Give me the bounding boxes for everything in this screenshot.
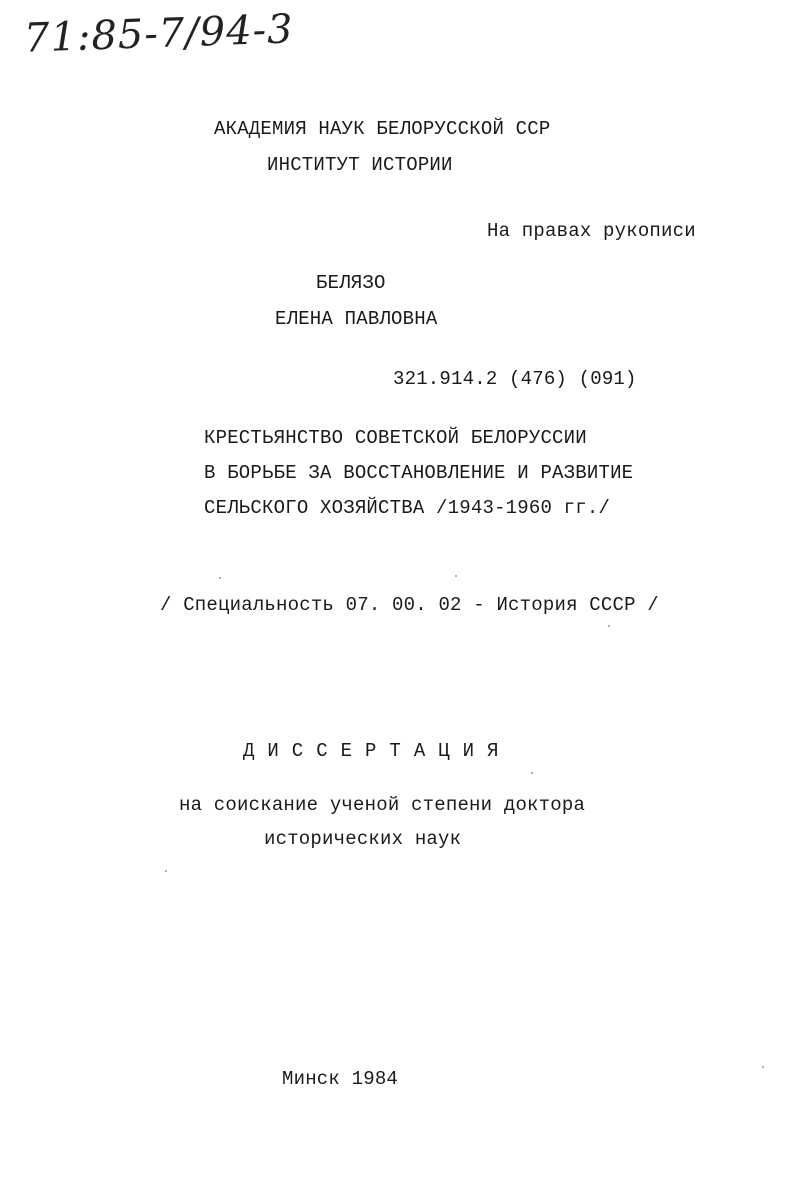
document-type: ДИССЕРТАЦИЯ <box>243 740 512 762</box>
manuscript-note: На правах рукописи <box>487 220 696 242</box>
scan-speck <box>608 625 610 627</box>
scan-speck <box>219 577 221 579</box>
degree-line-2: исторических наук <box>264 828 462 850</box>
specialty: / Специальность 07. 00. 02 - История СССР / <box>160 594 659 616</box>
degree-line-1: на соискание ученой степени доктора <box>179 794 586 816</box>
title-line-3: СЕЛЬСКОГО ХОЗЯЙСТВА /1943-1960 гг./ <box>204 497 611 519</box>
place-year: Минск 1984 <box>282 1068 399 1090</box>
author-surname: БЕЛЯЗО <box>316 272 386 294</box>
scan-speck <box>531 772 533 774</box>
archive-number-handwritten: 71:85-7/94-3 <box>23 6 295 62</box>
udc-code: 321.914.2 (476) (091) <box>393 368 637 390</box>
title-line-1: КРЕСТЬЯНСТВО СОВЕТСКОЙ БЕЛОРУССИИ <box>204 427 587 449</box>
institute-name: ИНСТИТУТ ИСТОРИИ <box>267 154 453 176</box>
author-name: ЕЛЕНА ПАВЛОВНА <box>275 308 438 330</box>
academy-name: АКАДЕМИЯ НАУК БЕЛОРУССКОЙ ССР <box>214 118 551 140</box>
scan-speck <box>165 870 167 872</box>
title-line-2: В БОРЬБЕ ЗА ВОССТАНОВЛЕНИЕ И РАЗВИТИЕ <box>204 462 634 484</box>
scan-speck <box>762 1066 764 1068</box>
scan-speck <box>455 575 457 577</box>
